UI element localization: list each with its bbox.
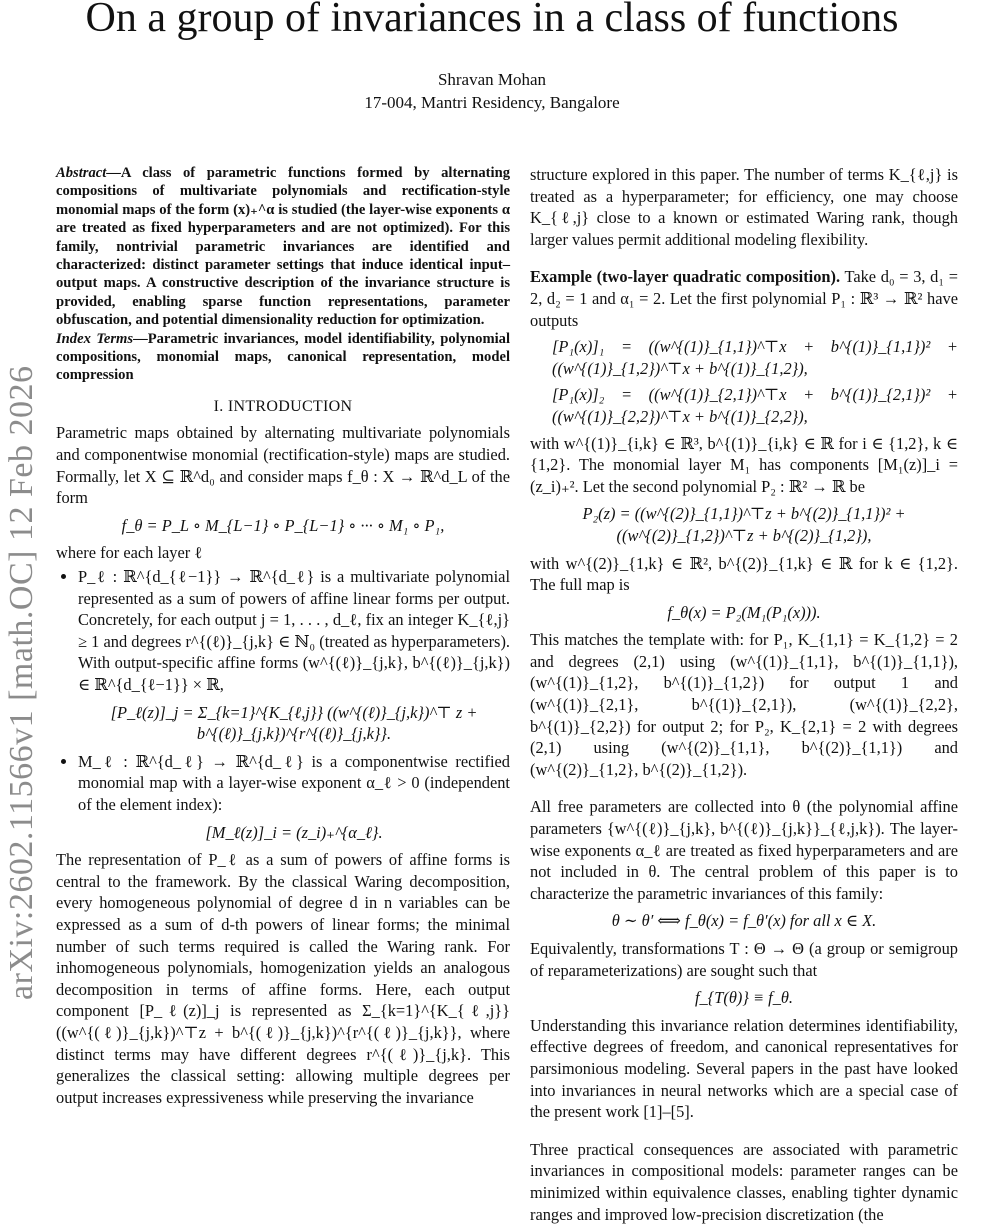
example-text-2: with w^{(1)}_{i,k} ∈ ℝ³, b^{(1)}_{i,k} ∈ ℝ for i ∈ {1,2}, k ∈ {1,2}. The monomial layer M₁ has components [M₁(z)]_i = (z_i)₊². Let the second polynomial P₂ : ℝ² → ℝ be xyxy=(530,433,958,496)
example-text-4: This matches the template with: for P₁, K_{1,1} = K_{1,2} = 2 and degrees (2,1) using (w^{(1)}_{1,1}, b^{(1)}_{1,1}), (w^{(1)}_{1,2}, b^{(1)}_{1,2}) for output 1 and (w^{(1)}_{2,1}, b^{(1)}_{2,1}), (w^{(1)}_{2,2}, b^{(1)}_{2,2}) for output 2; for P₂, K_{2,1} = 2 with degrees (2,1) using (w^{(2)}_{1,1}, b^{(2)}_{1,1}) and (w^{(2)}_{1,2}, b^{(2)}_{1,2}). xyxy=(530,630,958,779)
paper-title: On a group of invariances in a class of functions xyxy=(85,0,899,41)
intro-paragraph-2: The representation of P_ℓ as a sum of powers of affine forms is central to the framework. By the classical Waring decomposition, every homogeneous polynomial of degree d in n variables can be expressed as a sum of d-th powers of linear forms; the minimal number of such terms required is called the Waring rank. For inhomogeneous polynomials, homogenization yields an analogous decomposition in terms of affine forms. Here, each output component [P_ℓ(z)]_j is represented as Σ_{k=1}^{K_{ℓ,j}} ((w^{(ℓ)}_{j,k})^⊤z + b^{(ℓ)}_{j,k})^{r^{(ℓ)}_{j,k}}, where distinct terms may have different degrees r^{(ℓ)}_{j,k}. This generalizes the classical setting: allowing multiple degrees per output increases expressiveness while preserving the invariance xyxy=(56,850,510,1107)
equation-p1-output-1: [P₁(x)]₁ = ((w^{(1)}_{1,1})^⊤x + b^{(1)}_{1,1})² + ((w^{(1)}_{1,2})^⊤x + b^{(1)}_{1,2}), xyxy=(552,337,958,378)
polynomial-layer-text: P_ℓ : ℝ^{d_{ℓ−1}} → ℝ^{d_ℓ} is a multivariate polynomial represented as a sum of powers of affine linear forms per output. Concretely, for each output j = 1, . . . , d_ℓ, fix an integer K_{ℓ,j} ≥ 1 and degrees r^{(ℓ)}_{j,k} ∈ ℕ₀ (treated as hyperparameters). With output-specific affine forms (w^{(ℓ)}_{j,k}, b^{(ℓ)}_{j,k}) ∈ ℝ^{d_{ℓ−1}} × ℝ, xyxy=(78,567,510,694)
intro-paragraph-2-continued: structure explored in this paper. The number of terms K_{ℓ,j} is treated as a hyperparameter; for efficiency, one may choose K_{ℓ,j} close to a known or estimated Waring rank, though larger values permit additional modeling flexibility. xyxy=(530,165,958,249)
intro-paragraph-1: Parametric maps obtained by alternating multivariate polynomials and componentwise monomial (rectification-style) maps are studied. Formally, let X ⊆ ℝ^d₀ and consider maps f_θ : X → ℝ^d_L of the form xyxy=(56,423,510,508)
params-paragraph-1: All free parameters are collected into θ (the polynomial affine parameters {w^{(ℓ)}_{j,k}, b^{(ℓ)}_{j,k}}_{ℓ,j,k}). The layer-wise exponents α_ℓ are treated as fixed hyperparameters and are not included in θ. The central problem of this paper is to characterize the parametric invariances of this family: xyxy=(530,797,958,903)
example-heading: Example (two-layer quadratic composition). xyxy=(530,267,841,287)
monomial-layer-text: M_ℓ : ℝ^{d_ℓ} → ℝ^{d_ℓ} is a componentwise rectified monomial map with a layer-wise exponent α_ℓ > 0 (independent of the element index): xyxy=(78,751,510,814)
equation-p2: P₂(z) = ((w^{(2)}_{1,1})^⊤z + b^{(2)}_{1,1})² + ((w^{(2)}_{1,2})^⊤z + b^{(2)}_{1,2}), xyxy=(582,504,906,545)
abstract-label: Abstract xyxy=(56,165,107,181)
intro-where: where for each layer ℓ xyxy=(56,543,203,563)
left-column xyxy=(56,164,510,1108)
layer-definition-list xyxy=(56,566,510,843)
params-paragraph-2: Equivalently, transformations T : Θ → Θ (a group or semigroup of reparameterizations) are sought such that xyxy=(530,939,958,980)
right-column xyxy=(530,164,958,1225)
example-intro-text: Take d₀ = 3, d₁ = 2, d₂ = 1 and α₁ = 2. Let the first polynomial P₁ : ℝ³ → ℝ² have outputs xyxy=(530,267,958,330)
example-intro xyxy=(530,266,958,331)
list-item-polynomial-layer xyxy=(78,566,510,745)
author-affiliation: 17-004, Mantri Residency, Bangalore xyxy=(364,93,620,112)
abstract-text: —A class of parametric functions formed by alternating compositions of multivariate polynomials and rectification-style monomial maps of the form (x)₊^α is studied (the layer-wise exponents α are treated as fixed hyperparameters and are not optimized). For this family, nontrivial parametric invariances are identified and characterized: distinct parameter settings that induce identical input–output maps. A constructive description of the invariance structure is provided, enabling sparse function representations, parameter obfuscation, and potential dimensionality reduction for optimization. xyxy=(56,165,510,329)
index-terms xyxy=(56,330,510,385)
params-paragraph-4: Three practical consequences are associated with parametric invariances in compositional models: parameter ranges can be minimized within equivalence classes, enabling tighter dynamic ranges and improved low-precision discretization (the xyxy=(530,1139,958,1224)
equation-polynomial: [P_ℓ(z)]_j = Σ_{k=1}^{K_{ℓ,j}} ((w^{(ℓ)}_{j,k})^⊤ z + b^{(ℓ)}_{j,k})^{r^{(ℓ)}_{j,k}}. xyxy=(110,702,478,744)
equation-equivalence: θ ∼ θ′ ⟺ f_θ(x) = f_θ′(x) for all x ∈ X. xyxy=(611,911,877,931)
equation-p1-output-2: [P₁(x)]₂ = ((w^{(1)}_{2,1})^⊤x + b^{(1)}_{2,1})² + ((w^{(1)}_{2,2})^⊤x + b^{(1)}_{2,2}), xyxy=(552,385,958,426)
index-terms-text: —Parametric invariances, model identifiability, polynomial compositions, monomial maps, canonical representation, model compression xyxy=(56,330,511,384)
list-item-monomial-layer xyxy=(78,751,510,843)
index-terms-label: Index Terms xyxy=(56,330,134,347)
equation-invariance: f_{T(θ)} ≡ f_θ. xyxy=(694,988,794,1008)
example-text-3: with w^{(2)}_{1,k} ∈ ℝ², b^{(2)}_{1,k} ∈ ℝ for k ∈ {1,2}. The full map is xyxy=(530,553,958,595)
equation-full-map: f_θ(x) = P₂(M₁(P₁(x))). xyxy=(667,602,821,622)
arxiv-side-stamp: arXiv:2602.11566v1 [math.OC] 12 Feb 2026 xyxy=(3,365,40,1000)
author-name: Shravan Mohan xyxy=(437,70,547,89)
section-heading-introduction: I. INTRODUCTION xyxy=(213,397,353,415)
params-paragraph-3: Understanding this invariance relation determines identifiability, effective degrees of freedom, and canonical representatives for parsimonious modeling. Several papers in the past have looked into invariances in neural networks which are a special case of the present work [1]–[5]. xyxy=(530,1015,958,1122)
equation-composition: f_θ = P_L ∘ M_{L−1} ∘ P_{L−1} ∘ ··· ∘ M₁ ∘ P₁, xyxy=(121,515,445,535)
equation-monomial: [M_ℓ(z)]_i = (z_i)₊^{α_ℓ}. xyxy=(205,822,383,842)
abstract xyxy=(56,164,510,330)
